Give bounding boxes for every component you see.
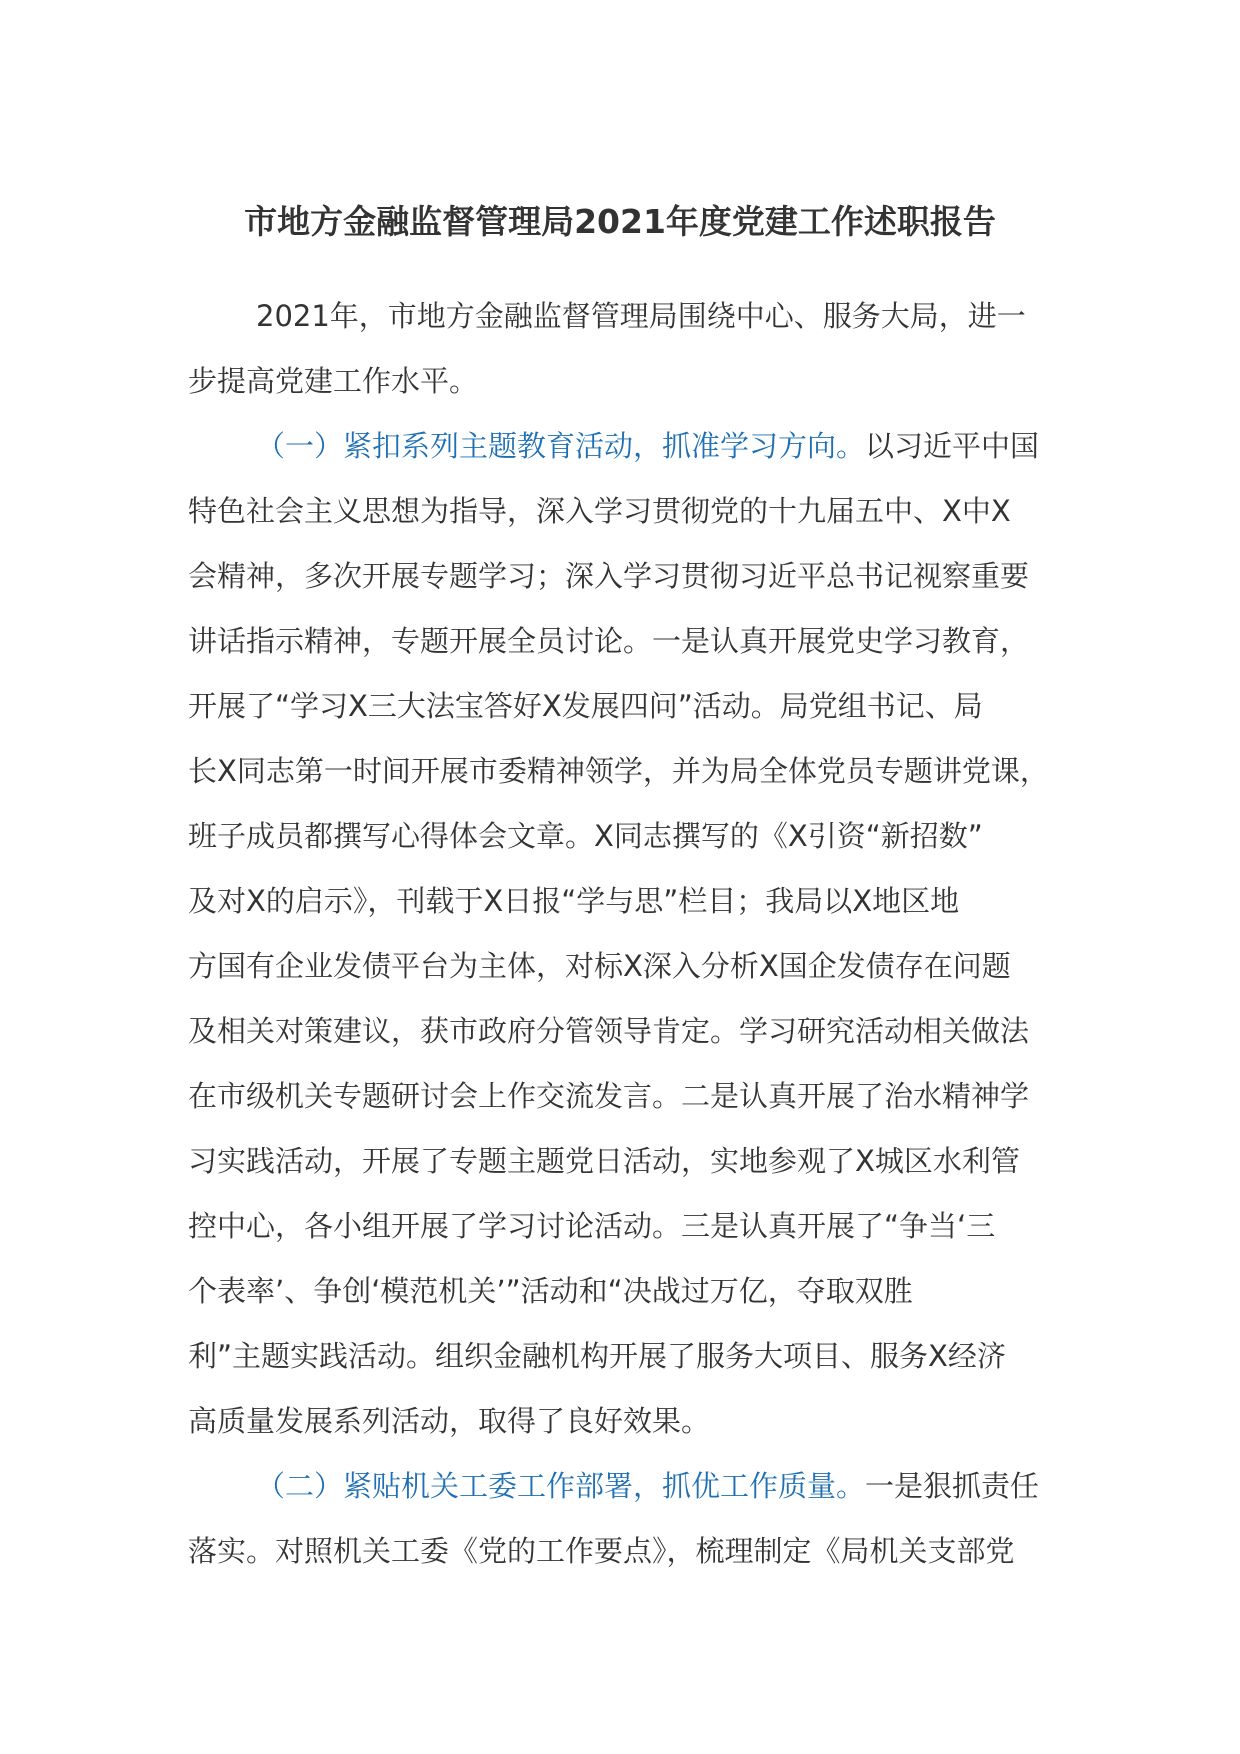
line-text: 控中心，各小组开展了学习讨论活动。三是认真开展了“争当‘三 <box>188 1209 996 1243</box>
line-text: 个表率’、争创‘模范机关’”活动和“决战过万亿，夺取双胜 <box>188 1274 913 1308</box>
text-line <box>188 869 1058 934</box>
line-text: 在市级机关专题研讨会上作交流发言。二是认真开展了治水精神学 <box>188 1079 1030 1113</box>
text-line <box>188 1519 1058 1584</box>
text-line <box>188 349 1058 414</box>
text-line <box>188 674 1058 739</box>
text-line <box>188 739 1058 804</box>
line-text: 班子成员都撰写心得体会文章。X同志撰写的《X引资“新招数” <box>188 819 983 853</box>
line-text: 长X同志第一时间开展市委精神领学，并为局全体党员专题讲党课， <box>188 754 1049 788</box>
line-text: 及相关对策建议，获市政府分管领导肯定。学习研究活动相关做法 <box>188 1014 1030 1048</box>
text-line <box>188 1389 1058 1454</box>
line-text: 以习近平中国 <box>865 429 1040 463</box>
line-text: 开展了“学习X三大法宝答好X发展四问”活动。局党组书记、局 <box>188 689 983 723</box>
line-text: 高质量发展系列活动，取得了良好效果。 <box>188 1404 711 1438</box>
text-line <box>188 479 1058 544</box>
line-text: 利”主题实践活动。组织金融机构开展了服务大项目、服务X经济 <box>188 1339 1006 1373</box>
text-line <box>188 1259 1058 1324</box>
text-line <box>188 1194 1058 1259</box>
line-text: 落实。对照机关工委《党的工作要点》，梳理制定《局机关支部党 <box>188 1534 1015 1568</box>
line-text: 会精神，多次开展专题学习；深入学习贯彻习近平总书记视察重要 <box>188 559 1030 593</box>
text-line <box>188 414 1058 479</box>
text-line <box>188 1129 1058 1194</box>
text-line <box>188 284 1058 349</box>
section-heading: （一）紧扣系列主题教育活动，抓准学习方向。 <box>256 429 866 463</box>
text-line <box>188 804 1058 869</box>
line-text: 讲话指示精神，专题开展全员讨论。一是认真开展党史学习教育， <box>188 624 1030 658</box>
line-text: 习实践活动，开展了专题主题党日活动，实地参观了X城区水利管 <box>188 1144 1020 1178</box>
section-heading: （二）紧贴机关工委工作部署，抓优工作质量。 <box>256 1469 866 1503</box>
text-line <box>188 1324 1058 1389</box>
line-text: 2021年，市地方金融监督管理局围绕中心、服务大局，进一 <box>256 299 1026 333</box>
document-body <box>188 284 1058 1584</box>
document-title: 市地方金融监督管理局2021年度党建工作述职报告 <box>244 202 996 241</box>
line-text: 及对X的启示》，刊载于X日报“学与思”栏目；我局以X地区地 <box>188 884 960 918</box>
line-text: 步提高党建工作水平。 <box>188 364 479 398</box>
text-line <box>188 934 1058 999</box>
text-line <box>188 544 1058 609</box>
text-line <box>188 1064 1058 1129</box>
line-text: 一是狠抓责任 <box>865 1469 1040 1503</box>
text-line <box>188 609 1058 674</box>
line-text: 方国有企业发债平台为主体，对标X深入分析X国企发债存在问题 <box>188 949 1011 983</box>
text-line <box>188 999 1058 1064</box>
text-line <box>188 1454 1058 1519</box>
line-text: 特色社会主义思想为指导，深入学习贯彻党的十九届五中、X中X <box>188 494 1011 528</box>
